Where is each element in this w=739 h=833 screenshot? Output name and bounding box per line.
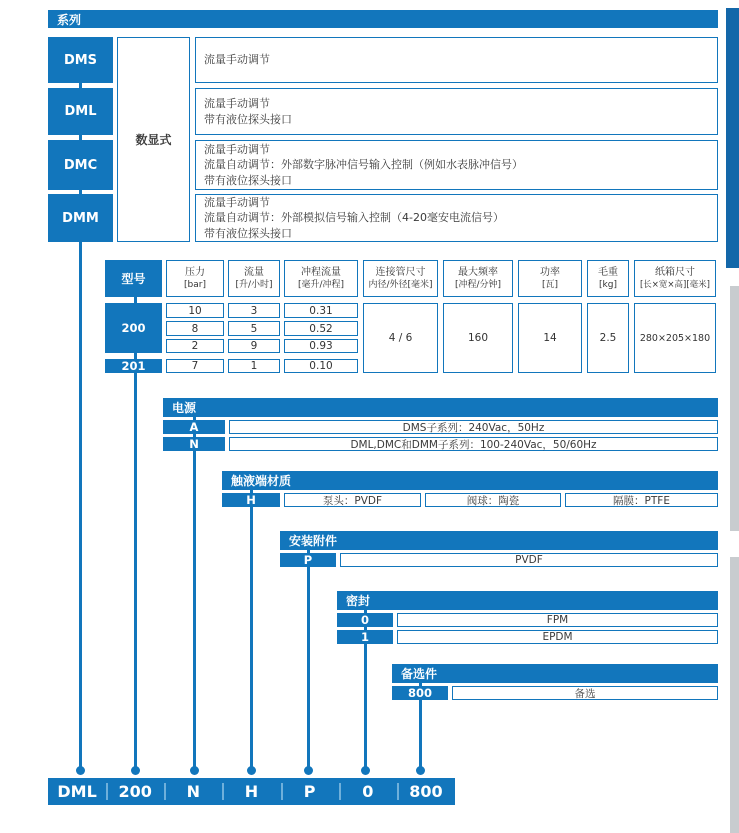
hdr-sub: [bar] [184,279,206,290]
flow-cell [228,359,280,373]
series-code-dmm-label: DMM [62,210,99,226]
mount-value [340,553,718,567]
model-200-label: 200 [121,321,146,335]
power-value-n [229,437,718,451]
spec-header-stroke-flow [284,260,358,297]
pressure-cell [166,339,224,353]
code-label: N [189,437,199,451]
series-code-dmm [48,194,113,242]
series-desc-dml [195,88,718,135]
value-label: 备选 [574,687,596,700]
model-code-segment-series [48,778,106,805]
model-201-label: 201 [121,359,146,373]
value: 4 / 6 [388,332,413,344]
segment-label: DML [57,782,97,801]
model-code-segment-seal [339,778,397,805]
power-value-a [229,420,718,434]
spec-header-pressure [166,260,224,297]
segment-label: 800 [409,782,443,801]
material-header-bar [222,471,718,490]
series-header-label: 系列 [57,12,82,27]
model-code-segment-power [164,778,222,805]
power-header-label: 电源 [172,401,197,415]
spec-header-power [518,260,582,297]
spec-header-carton [634,260,716,297]
options-value [452,686,718,700]
model-code-segment-material [222,778,280,805]
mount-header-bar [280,531,718,550]
material-value-valve-ball [425,493,561,507]
value: 8 [191,322,199,335]
weight-cell [587,303,629,373]
code-label: H [246,493,256,507]
stroke-flow-cell [284,359,358,373]
series-code-dml [48,88,113,135]
spec-model-201 [105,359,162,373]
hdr-main: 连接管尺寸 [375,266,426,278]
spec-header-weight [587,260,629,297]
desc-line: 流量手动调节 [204,97,270,110]
segment-label: 0 [362,782,374,801]
desc-line: 带有液位探头接口 [204,112,292,126]
material-value-diaphragm [565,493,718,507]
value: 10 [188,304,202,317]
options-header-bar [392,664,718,683]
hdr-sub: [长×宽×高][毫米] [639,279,710,290]
hdr-sub: 内径/外径[毫米] [368,279,433,290]
hdr-main: 冲程流量 [301,266,341,278]
material-code-h [222,493,280,507]
hdr-sub: [kg] [599,279,617,290]
segment-label: H [244,782,259,801]
hdr-sub: [冲程/分钟] [454,279,502,290]
series-code-dms-label: DMS [63,52,98,68]
hdr-sub: [升/小时] [235,279,273,290]
model-code-segment-option [397,778,455,805]
options-code-800 [392,686,448,700]
desc-line: 流量手动调节 [204,53,270,67]
carton-size-cell [634,303,716,373]
series-desc-dmm [195,194,718,242]
value: 9 [250,340,258,352]
seal-value-epdm [397,630,718,644]
code-label: 0 [360,613,369,627]
spec-header-model [105,260,162,297]
edge-stripe-blue [726,8,739,268]
value-label: DML,DMC和DMM子系列：100-240Vac，50/60Hz [350,438,597,451]
connector-line-mount [307,540,310,771]
hdr-main: 纸箱尺寸 [655,266,695,278]
material-value-pump-head [284,493,421,507]
series-header-bar [48,10,718,28]
value-label: 隔膜：PTFE [613,494,670,507]
value: 280×205×180 [639,332,711,344]
hdr-main: 流量 [244,266,264,278]
desc-line: 流量自动调节：外部模拟信号输入控制（4-20毫安电流信号） [204,211,504,225]
pressure-cell [166,359,224,373]
flow-cell [228,321,280,336]
model-code-segment-mount [281,778,339,805]
power-header-bar [163,398,718,417]
connector-line-material [250,480,253,771]
value: 0.10 [309,360,333,372]
spec-header-model-label: 型号 [121,272,146,286]
display-type-box [117,37,190,242]
power-cell [518,303,582,373]
segment-label: 200 [118,782,152,801]
series-code-dms [48,37,113,83]
series-desc-dms [195,37,718,83]
pipe-size-cell [363,303,438,373]
display-type-label: 数显式 [135,133,172,147]
seal-code-1 [337,630,393,644]
connector-dot-p [304,766,313,775]
connector-dot-200 [131,766,140,775]
connector-line-power [193,405,196,771]
hdr-main: 压力 [185,266,205,278]
series-code-dml-label: DML [64,104,97,119]
seal-header-bar [337,591,718,610]
max-freq-cell [443,303,513,373]
hdr-main: 最大频率 [458,266,498,278]
desc-line: 流量手动调节 [204,195,270,209]
value: 2 [191,340,199,352]
value-label: PVDF [515,554,543,566]
model-code-bar [48,778,455,805]
edge-stripe-gray-top [730,286,739,531]
stroke-flow-cell [284,303,358,318]
value: 0.52 [309,322,333,335]
value: 0.93 [309,340,333,352]
stroke-flow-cell [284,339,358,353]
edge-stripe-gray-bottom [730,557,739,833]
value: 0.31 [309,304,333,317]
desc-line: 流量自动调节：外部数字脉冲信号输入控制（例如水表脉冲信号） [204,158,523,172]
pressure-cell [166,321,224,336]
model-code-segment-model [106,778,164,805]
mount-header-label: 安装附件 [289,534,338,548]
flow-cell [228,339,280,353]
series-code-dmc-label: DMC [63,157,98,173]
power-code-a [163,420,225,434]
desc-line: 带有液位探头接口 [204,226,292,240]
value: 1 [250,360,258,372]
spec-model-200 [105,303,162,353]
hdr-sub: [瓦] [541,279,559,290]
connector-dot-h [247,766,256,775]
series-code-dmc [48,140,113,190]
hdr-main: 毛重 [598,266,618,278]
value: 3 [250,304,258,317]
stroke-flow-cell [284,321,358,336]
pressure-cell [166,303,224,318]
code-label: 1 [360,630,369,644]
spec-header-flow [228,260,280,297]
hdr-main: 功率 [540,266,560,278]
value: 7 [191,360,199,372]
connector-dot-dml [76,766,85,775]
power-code-n [163,437,225,451]
seal-value-fpm [397,613,718,627]
desc-line: 带有液位探头接口 [204,173,292,187]
seal-code-0 [337,613,393,627]
value: 160 [467,332,489,344]
value: 14 [543,332,557,344]
code-label: 800 [407,686,432,700]
value: 5 [250,322,258,335]
options-header-label: 备选件 [401,667,438,681]
desc-line: 流量手动调节 [204,142,270,156]
series-desc-dmc [195,140,718,190]
seal-header-label: 密封 [346,594,371,608]
spec-header-max-freq [443,260,513,297]
value: 2.5 [599,332,617,344]
value-label: FPM [546,614,569,626]
value-label: DMS子系列：240Vac，50Hz [402,421,545,434]
spec-header-pipe [363,260,438,297]
segment-label: N [186,782,201,801]
connector-dot-800 [416,766,425,775]
code-label: P [303,553,313,567]
value-label: 泵头：PVDF [322,494,383,507]
connector-dot-0 [361,766,370,775]
value-label: EPDM [542,631,573,643]
code-label: A [189,420,199,434]
hdr-sub: [毫升/冲程] [297,279,345,290]
mount-code-p [280,553,336,567]
flow-cell [228,303,280,318]
material-header-label: 触液端材质 [231,474,292,488]
connector-dot-n [190,766,199,775]
value-label: 阀球：陶瓷 [466,494,520,507]
segment-label: P [303,782,316,801]
